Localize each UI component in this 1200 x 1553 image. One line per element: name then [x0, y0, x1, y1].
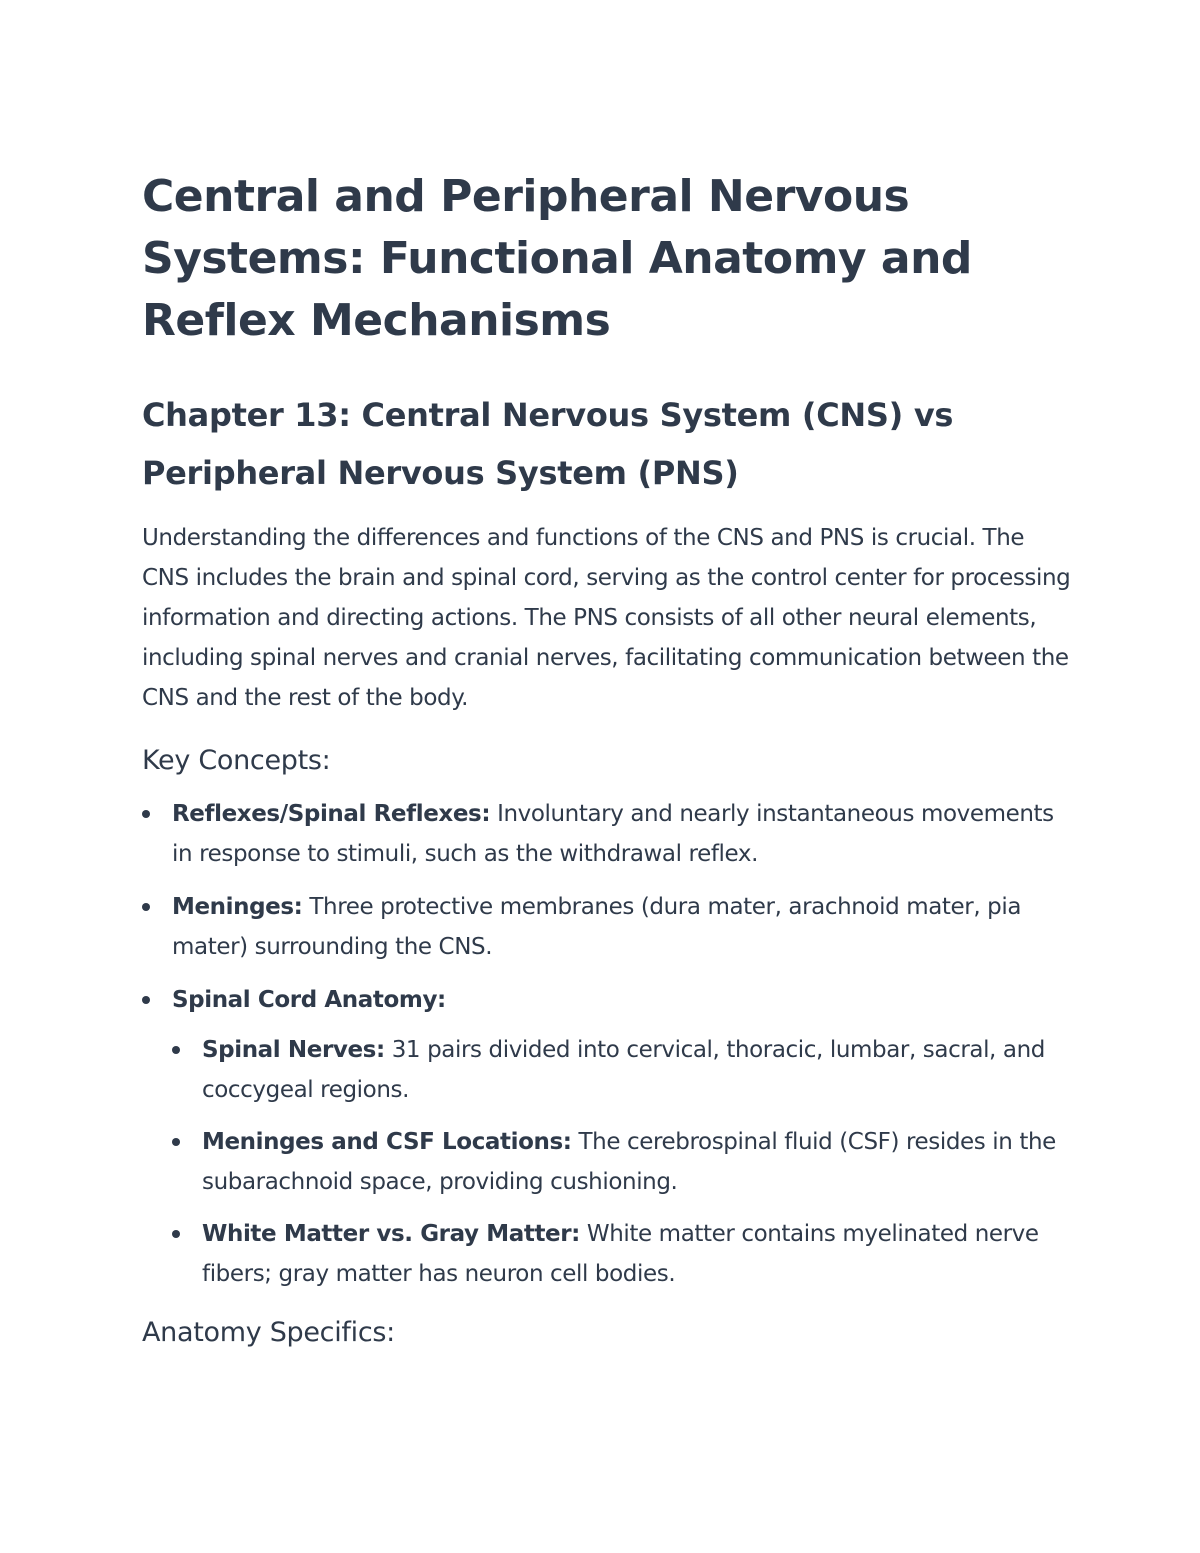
sublist-item-term: Meninges and CSF Locations:: [202, 1129, 572, 1155]
list-item-meninges: [142, 887, 1072, 967]
list-item-text: Involuntary and nearly instantaneous movements in response to stimuli, such as the withdrawal reflex.: [172, 801, 1054, 867]
chapter-heading: Chapter 13: Central Nervous System (CNS) vs Peripheral Nervous System (PNS): [142, 396, 954, 492]
anatomy-specifics-heading: Anatomy Specifics:: [142, 1317, 395, 1348]
list-item-reflexes: [142, 794, 1072, 874]
intro-paragraph: Understanding the differences and functions of the CNS and PNS is crucial. The CNS includes the brain and spinal cord, serving as the control center for processing information and directing actions. The PNS consists of all other neural elements, including spinal nerves and cranial nerves, facilitating communication between the CNS and the rest of the body.: [142, 525, 1071, 711]
key-concepts-list: [142, 794, 1072, 1294]
list-item-text: Three protective membranes (dura mater, arachnoid mater, pia mater) surrounding the CNS.: [172, 894, 1022, 960]
document-content: [142, 166, 1072, 1358]
sublist-item-text: The cerebrospinal fluid (CSF) resides in the subarachnoid space, providing cushioning.: [202, 1129, 1056, 1195]
bullet-icon: [142, 996, 150, 1004]
bullet-icon: [172, 1138, 180, 1146]
document-title: Central and Peripheral Nervous Systems: Functional Anatomy and Reflex Mechanisms: [142, 171, 972, 346]
sublist-item-term: Spinal Nerves:: [202, 1037, 385, 1063]
list-item-spinal-cord-anatomy: [142, 980, 1072, 1294]
spinal-cord-sublist: [172, 1030, 1072, 1294]
list-item-term: Meninges:: [172, 894, 303, 920]
sublist-item-white-gray-matter: [172, 1214, 1072, 1294]
bullet-icon: [172, 1046, 180, 1054]
bullet-icon: [142, 903, 150, 911]
sublist-item-text: White matter contains myelinated nerve fibers; gray matter has neuron cell bodies.: [202, 1221, 1039, 1287]
sublist-item-text: 31 pairs divided into cervical, thoracic, lumbar, sacral, and coccygeal regions.: [202, 1037, 1045, 1103]
list-item-term: Spinal Cord Anatomy:: [172, 987, 446, 1013]
list-item-term: Reflexes/Spinal Reflexes:: [172, 801, 491, 827]
bullet-icon: [172, 1230, 180, 1238]
sublist-item-csf-locations: [172, 1122, 1072, 1202]
bullet-icon: [142, 810, 150, 818]
key-concepts-heading: Key Concepts:: [142, 745, 331, 776]
sublist-item-term: White Matter vs. Gray Matter:: [202, 1221, 580, 1247]
sublist-item-spinal-nerves: [172, 1030, 1072, 1110]
